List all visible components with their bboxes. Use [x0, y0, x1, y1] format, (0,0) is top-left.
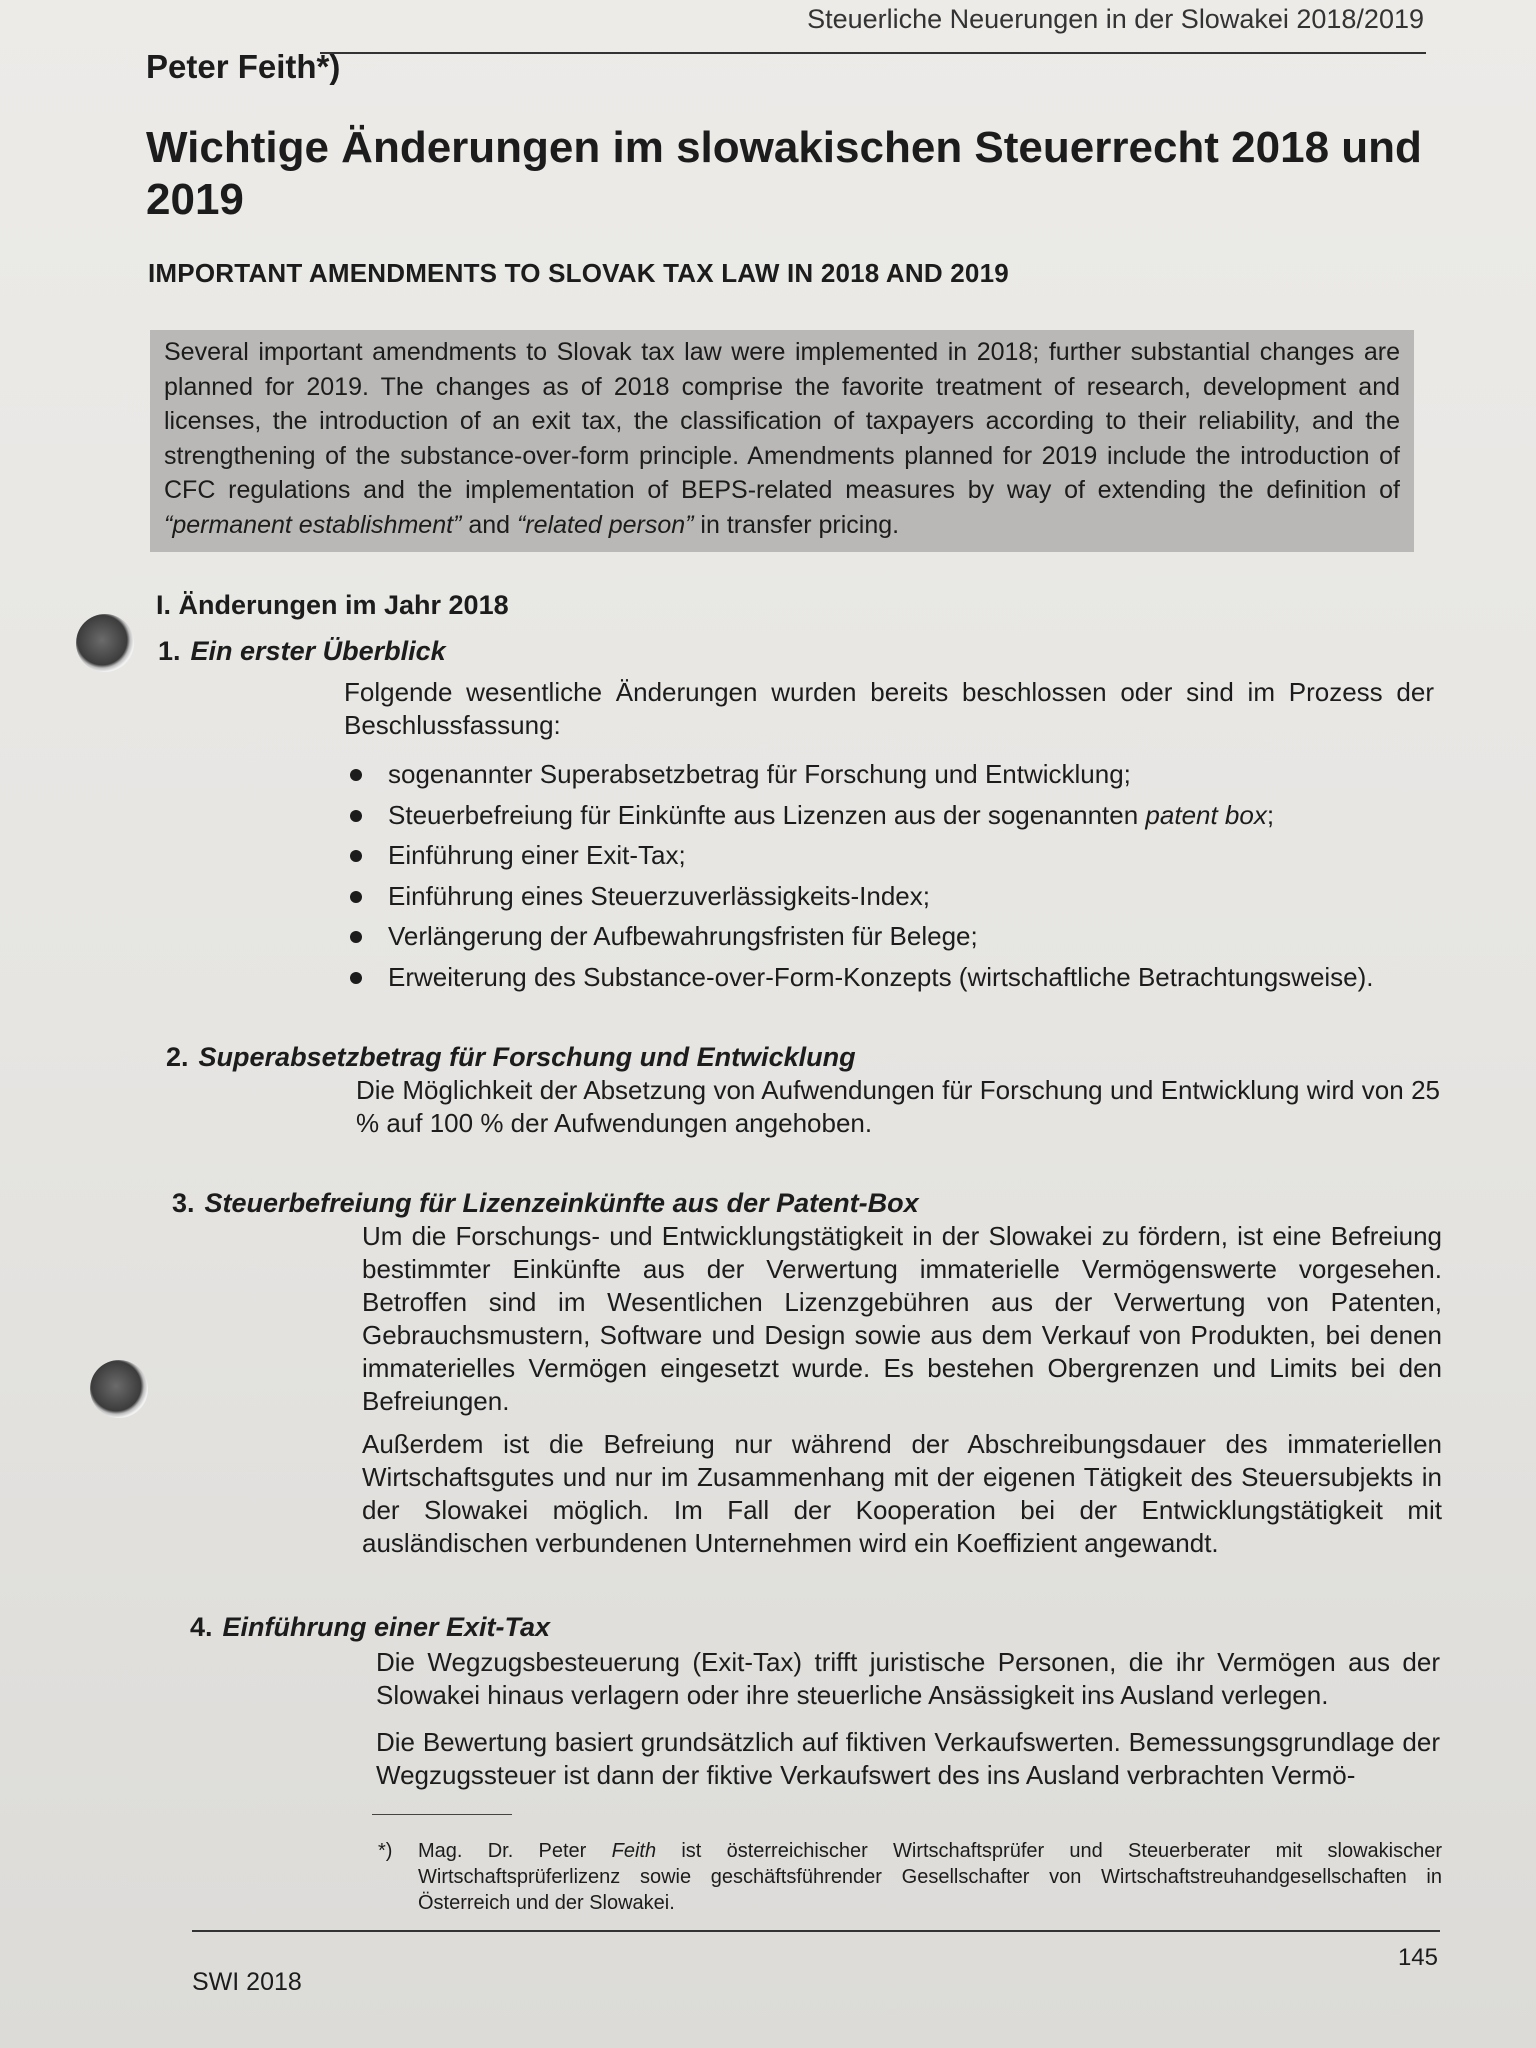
- subsection-3-body: [362, 1220, 1442, 1560]
- list-item: Erweiterung des Substance-over-Form-Konzepts (wirtschaftliche Betrachtungsweise).: [346, 957, 1446, 998]
- list-item: Verlängerung der Aufbewahrungsfristen für Belege;: [346, 916, 1446, 957]
- article-subtitle: IMPORTANT AMENDMENTS TO SLOVAK TAX LAW IN 2018 AND 2019: [148, 258, 1009, 288]
- subsection-heading-3: [172, 1188, 919, 1219]
- punch-hole: [90, 1360, 148, 1418]
- subsection-2-body: [356, 1074, 1440, 1140]
- subsection-number: 1.: [158, 636, 181, 666]
- paragraph: Die Wegzugsbesteuerung (Exit-Tax) trifft juristische Personen, die ihr Vermögen aus der Slowakei hinaus verlagern oder ihre steuerliche Ansässigkeit ins Ausland verlegen.: [376, 1647, 1440, 1710]
- paragraph: Um die Forschungs- und Entwicklungstätigkeit in der Slowakei zu fördern, ist eine Befreiung bestimmter Einkünfte aus der Verwertung immaterielle Vermögenswerte vorgesehen. Betroffen sind im Wesentlichen Lizenzgebühren aus der Verwertung von Patenten, Gebrauchsmustern, Software und Design sowie aus dem Verkauf von Produkten, bei denen immaterielles Vermögen eingesetzt wurde. Es bestehen Obergrenzen und Limits bei den Befreiungen.: [362, 1221, 1442, 1416]
- footer-rule: [192, 1930, 1440, 1932]
- list-item: sogenannter Superabsetzbetrag für Forschung und Entwicklung;: [346, 754, 1446, 795]
- subsection-heading-1: [158, 636, 446, 667]
- footnote: [378, 1838, 1442, 1916]
- paragraph: Folgende wesentliche Änderungen wurden bereits beschlossen oder sind im Prozess der Beschlussfassung:: [344, 677, 1434, 740]
- abstract-box: [150, 330, 1414, 552]
- paragraph: Außerdem ist die Befreiung nur während der Abschreibungsdauer des immateriellen Wirtschaftsgutes und nur im Zusammenhang mit der eigenen Tätigkeit des Steuersubjekts in der Slowakei möglich. Im Fall der Kooperation bei der Entwicklungstätigkeit mit ausländischen verbundenen Unternehmen wird ein Koeffizient angewandt.: [362, 1429, 1442, 1558]
- abstract-text: Several important amendments to Slovak tax law were implemented in 2018; further substantial changes are planned for 2019. The changes as of 2018 comprise the favorite treatment of research, development and licenses, the introduction of an exit tax, the classification of taxpayers according to their reliability, and the strengthening of the substance-over-form principle. Amendments planned for 2019 include the introduction of CFC regulations and the implementation of BEPS-related measures by way of extending the definition of: [164, 338, 1400, 504]
- list-item: Einführung eines Steuerzuverlässigkeits-Index;: [346, 876, 1446, 917]
- footnote-rule: [372, 1814, 512, 1815]
- section-heading: I. Änderungen im Jahr 2018: [156, 590, 509, 620]
- abstract-term-related-person: “related person”: [516, 510, 694, 539]
- paragraph: Die Möglichkeit der Absetzung von Aufwendungen für Forschung und Entwicklung wird von 25 % auf 100 % der Aufwendungen angehoben.: [356, 1075, 1440, 1138]
- subsection-title: Ein erster Überblick: [190, 636, 446, 666]
- subsection-number: 3.: [172, 1188, 195, 1218]
- subsection-4-body: [376, 1646, 1440, 1792]
- footnote-text-start: Mag. Dr. Peter: [418, 1840, 612, 1862]
- abstract-term-permanent-establishment: “permanent establishment”: [164, 510, 462, 539]
- subsection-heading-2: [166, 1042, 856, 1073]
- page-number: 145: [1397, 1944, 1438, 1971]
- subsection-number: 2.: [166, 1042, 189, 1072]
- abstract-conjunction: and: [461, 510, 517, 539]
- subsection-title: Steuerbefreiung für Lizenzeinkünfte aus der Patent-Box: [204, 1188, 919, 1218]
- article-title: Wichtige Änderungen im slowakischen Steuerrecht 2018 und 2019: [146, 123, 1422, 224]
- list-item: Einführung einer Exit-Tax;: [346, 835, 1446, 876]
- list-item-emphasis: patent box: [1145, 799, 1267, 830]
- overview-intro: [344, 676, 1434, 742]
- punch-hole: [76, 614, 134, 672]
- abstract-text-end: in transfer pricing.: [693, 510, 900, 539]
- journal-name: SWI 2018: [192, 1968, 302, 1996]
- footnote-author-surname: Feith: [611, 1840, 657, 1862]
- footnote-mark: *): [378, 1840, 393, 1862]
- footnote-text: [378, 1838, 1442, 1916]
- running-head: Steuerliche Neuerungen in der Slowakei 2018/2019: [807, 4, 1424, 34]
- subsection-title: Superabsetzbetrag für Forschung und Entwicklung: [198, 1042, 856, 1072]
- subsection-number: 4.: [190, 1612, 213, 1642]
- header-rule: [320, 52, 1426, 54]
- author-name: Peter Feith*): [146, 48, 341, 85]
- list-item-text: Steuerbefreiung für Einkünfte aus Lizenzen aus der sogenannten: [388, 799, 1146, 830]
- subsection-title: Einführung einer Exit-Tax: [222, 1612, 551, 1642]
- subsection-heading-4: [190, 1612, 550, 1643]
- paragraph: Die Bewertung basiert grundsätzlich auf fiktiven Verkaufswerten. Bemessungsgrundlage der Wegzugssteuer ist dann der fiktive Verkaufswert des ins Ausland verbrachten Vermö-: [376, 1727, 1440, 1790]
- footnote-text-end: ist österreichischer Wirtschaftsprüfer und Steuerberater mit slowakischer Wirtschaftsprüferlizenz sowie geschäftsführender Gesellschafter von Wirtschaftstreuhandgesellschaften in Österreich und der Slowakei.: [418, 1840, 1442, 1914]
- list-item: [346, 795, 1446, 836]
- list-item-punctuation: ;: [1266, 799, 1275, 830]
- changes-list: [346, 754, 1446, 997]
